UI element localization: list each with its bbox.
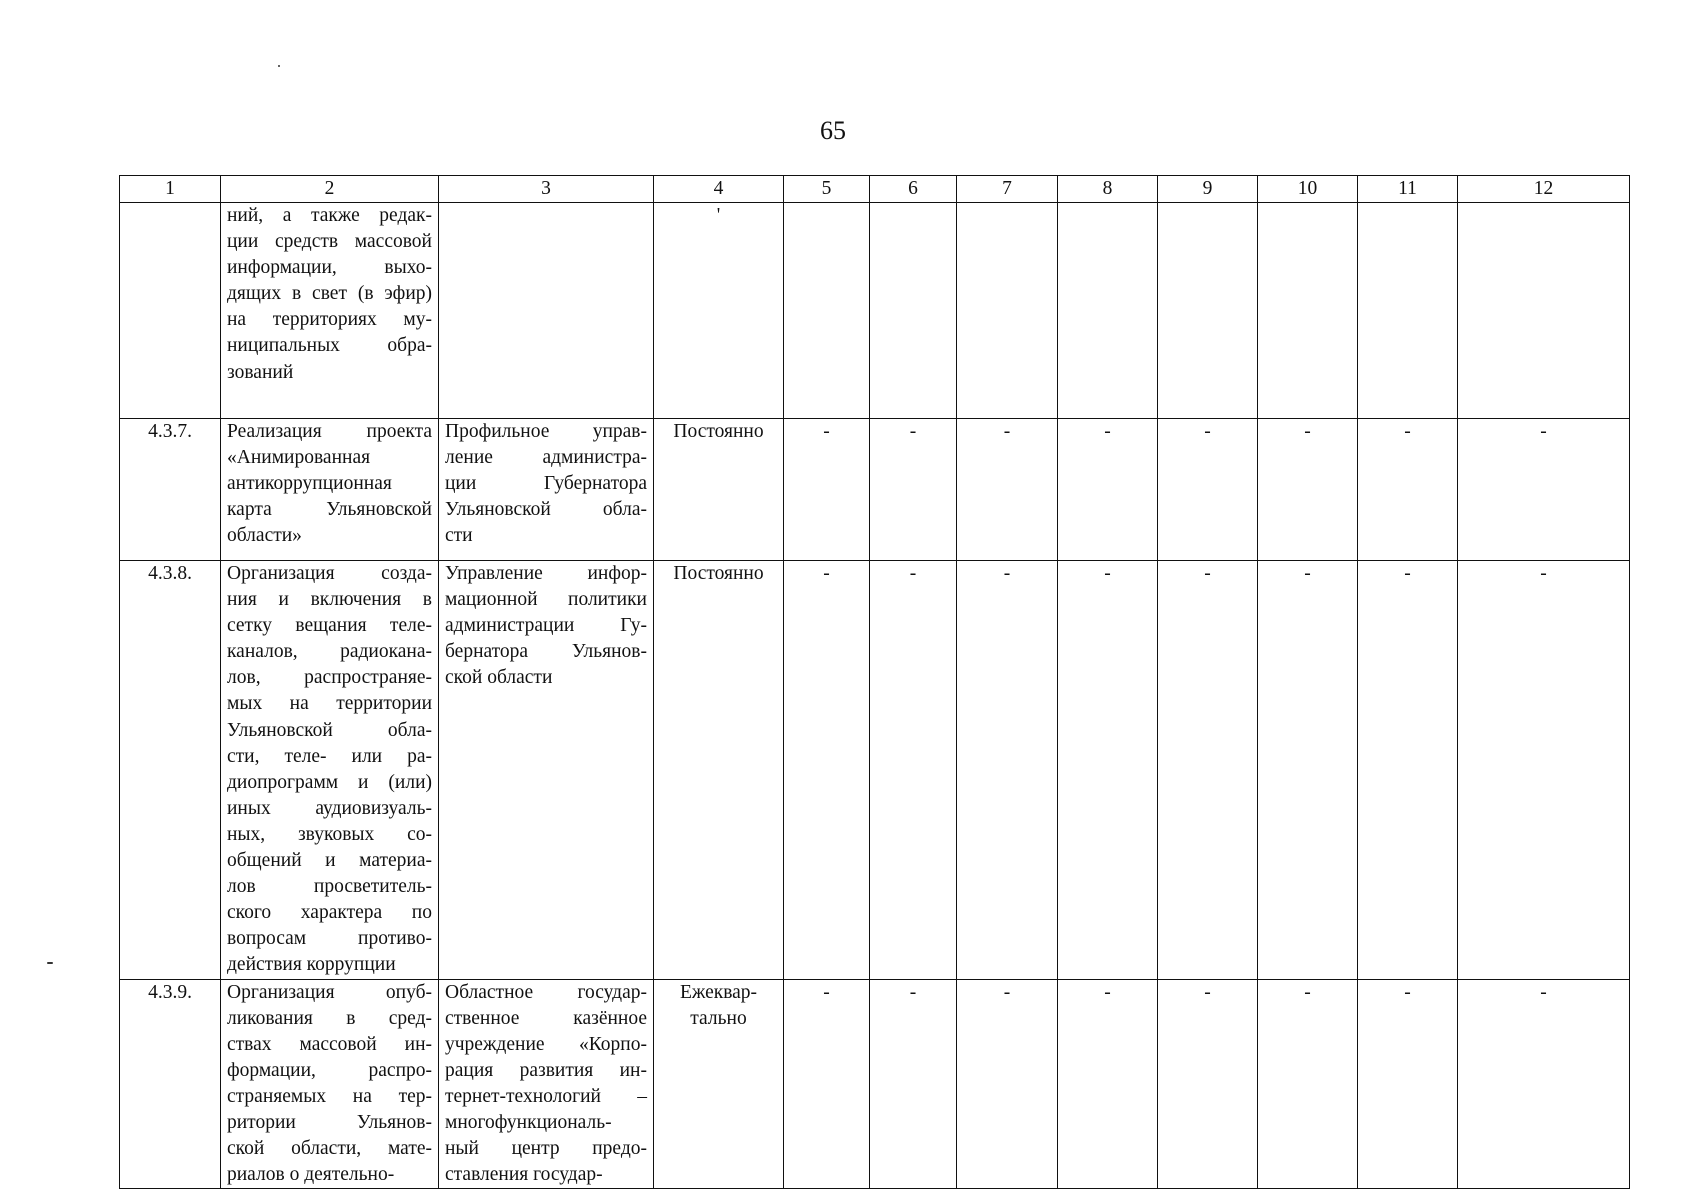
measure-text	[221, 561, 439, 980]
executor-text-line: Профильное управ-	[445, 421, 647, 442]
value-cell: -	[870, 979, 957, 1189]
value-cell: -	[784, 561, 870, 980]
term-text	[654, 203, 784, 419]
column-header: 10	[1258, 176, 1358, 203]
value-cell: -	[870, 561, 957, 980]
item-number	[120, 203, 221, 419]
executor-text-line: ции Губернатора	[445, 473, 647, 495]
term-text-line: Постоянно	[673, 421, 764, 442]
executor-text-line: рация развития ин-	[445, 1059, 647, 1081]
measure-text-line: дящих в свет (в эфир)	[227, 283, 432, 305]
executor-text-line: ный центр предо-	[445, 1138, 647, 1160]
executor-text-line: учреждение «Корпо-	[445, 1033, 647, 1055]
column-header: 9	[1158, 176, 1258, 203]
executor-text-line: ление администра-	[445, 447, 647, 469]
measure-text	[221, 979, 439, 1189]
measure-text	[221, 419, 439, 561]
value-cell: -	[1258, 979, 1358, 1189]
table-row	[120, 561, 1630, 980]
column-header: 5	[784, 176, 870, 203]
value-cell	[1458, 203, 1630, 419]
value-cell: -	[784, 419, 870, 561]
value-cell: -	[1458, 979, 1630, 1189]
value-cell: -	[1458, 419, 1630, 561]
executor-text	[439, 203, 654, 419]
column-header: 4	[654, 176, 784, 203]
executor-text-line: Областное государ-	[445, 981, 647, 1003]
measure-text-line: ниципальных обра-	[227, 335, 432, 357]
value-cell: -	[957, 979, 1058, 1189]
term-text	[654, 561, 784, 980]
measure-text-line: каналов, радиокана-	[227, 641, 432, 663]
measure-text-line: ных, звуковых со-	[227, 823, 432, 845]
column-header: 1	[120, 176, 221, 203]
measure-text-line: риалов о деятельно-	[227, 1164, 395, 1186]
executor-text-line: Ульяновской обла-	[445, 499, 647, 521]
executor-text-line: администрации Гу-	[445, 615, 647, 637]
measure-text-line: диопрограмм и (или)	[227, 771, 432, 793]
item-number: 4.3.7.	[120, 419, 221, 561]
term-text-line: тально	[690, 1007, 747, 1029]
term-text	[654, 419, 784, 561]
column-header: 2	[221, 176, 439, 203]
value-cell: -	[1058, 561, 1158, 980]
value-cell: -	[1358, 561, 1458, 980]
column-header: 8	[1058, 176, 1158, 203]
measure-text-line: ского характера по	[227, 902, 432, 924]
measure-text-line: действия коррупции	[227, 954, 396, 976]
measure-text-line: ции средств массовой	[227, 231, 432, 253]
scan-speck	[47, 962, 53, 964]
measure-text-line: мых на территории	[227, 693, 432, 715]
executor-text-line: Управление инфор-	[445, 563, 647, 584]
value-cell	[1258, 203, 1358, 419]
value-cell	[1158, 203, 1258, 419]
executor-text-line: ской области	[445, 667, 553, 689]
value-cell: -	[1058, 419, 1158, 561]
value-cell: -	[957, 419, 1058, 561]
term-text-line: '	[716, 205, 721, 226]
executor-text-line: бернатора Ульянов-	[445, 641, 647, 663]
executor-text-line: мационной политики	[445, 589, 647, 611]
table-header-row	[120, 176, 1630, 203]
column-header: 3	[439, 176, 654, 203]
value-cell: -	[870, 419, 957, 561]
value-cell	[1358, 203, 1458, 419]
value-cell	[784, 203, 870, 419]
measures-table	[119, 175, 1630, 1189]
executor-text-line: сти	[445, 525, 473, 547]
measure-text-line: сетку вещания теле-	[227, 615, 432, 637]
measure-text-line: Организация созда-	[227, 563, 432, 584]
measure-text-line: ритории Ульянов-	[227, 1111, 432, 1133]
value-cell	[957, 203, 1058, 419]
executor-text-line: ставления государ-	[445, 1164, 603, 1186]
column-header: 7	[957, 176, 1058, 203]
table-row	[120, 419, 1630, 561]
value-cell	[870, 203, 957, 419]
measure-text-line: иных аудиовизуаль-	[227, 797, 432, 819]
value-cell: -	[1158, 419, 1258, 561]
column-header: 6	[870, 176, 957, 203]
executor-text-line: многофункциональ-	[445, 1111, 612, 1133]
measure-text-line: области»	[227, 525, 302, 547]
page-number: 65	[820, 116, 846, 145]
value-cell: -	[1158, 561, 1258, 980]
table-row	[120, 979, 1630, 1189]
measure-text-line: «Анимированная	[227, 447, 371, 469]
measure-text-line: ний, а также редак-	[227, 205, 432, 226]
value-cell: -	[957, 561, 1058, 980]
measure-text-line: общений и материа-	[227, 850, 432, 872]
measure-text-line: страняемых на тер-	[227, 1085, 432, 1107]
measure-text-line: ствах массовой ин-	[227, 1033, 432, 1055]
value-cell: -	[1258, 419, 1358, 561]
executor-text-line: тернет-технологий –	[445, 1085, 647, 1107]
executor-text	[439, 561, 654, 980]
measure-text-line: карта Ульяновской	[227, 499, 432, 521]
measure-text-line: вопросам противо-	[227, 928, 432, 950]
measure-text-line: антикоррупционная	[227, 473, 392, 495]
measure-text-line: Организация опуб-	[227, 981, 432, 1003]
scan-speck	[278, 65, 280, 67]
measure-text-line: на территориях му-	[227, 309, 432, 331]
column-header: 12	[1458, 176, 1630, 203]
value-cell: -	[784, 979, 870, 1189]
term-text	[654, 979, 784, 1189]
executor-text	[439, 979, 654, 1189]
measure-text-line: ния и включения в	[227, 589, 432, 611]
table-row	[120, 203, 1630, 419]
measure-text-line: лов просветитель-	[227, 876, 432, 898]
executor-text-line: ственное казённое	[445, 1007, 647, 1029]
value-cell: -	[1358, 419, 1458, 561]
value-cell	[1058, 203, 1158, 419]
measure-text-line: зований	[227, 361, 294, 383]
measure-text-line: Реализация проекта	[227, 421, 432, 442]
measure-text-line: формации, распро-	[227, 1059, 432, 1081]
measure-text-line: ликования в сред-	[227, 1007, 432, 1029]
measure-text-line: лов, распространяе-	[227, 667, 432, 689]
value-cell: -	[1058, 979, 1158, 1189]
item-number: 4.3.9.	[120, 979, 221, 1189]
value-cell: -	[1258, 561, 1358, 980]
term-text-line: Постоянно	[673, 563, 764, 584]
measure-text-line: Ульяновской обла-	[227, 719, 432, 741]
item-number: 4.3.8.	[120, 561, 221, 980]
measure-text-line: ской области, мате-	[227, 1138, 432, 1160]
measure-text-line: сти, теле- или ра-	[227, 745, 432, 767]
measure-text-line: информации, выхо-	[227, 257, 432, 279]
value-cell: -	[1458, 561, 1630, 980]
value-cell: -	[1158, 979, 1258, 1189]
value-cell: -	[1358, 979, 1458, 1189]
column-header: 11	[1358, 176, 1458, 203]
term-text-line: Ежеквар-	[679, 981, 758, 1003]
measure-text	[221, 203, 439, 419]
executor-text	[439, 419, 654, 561]
